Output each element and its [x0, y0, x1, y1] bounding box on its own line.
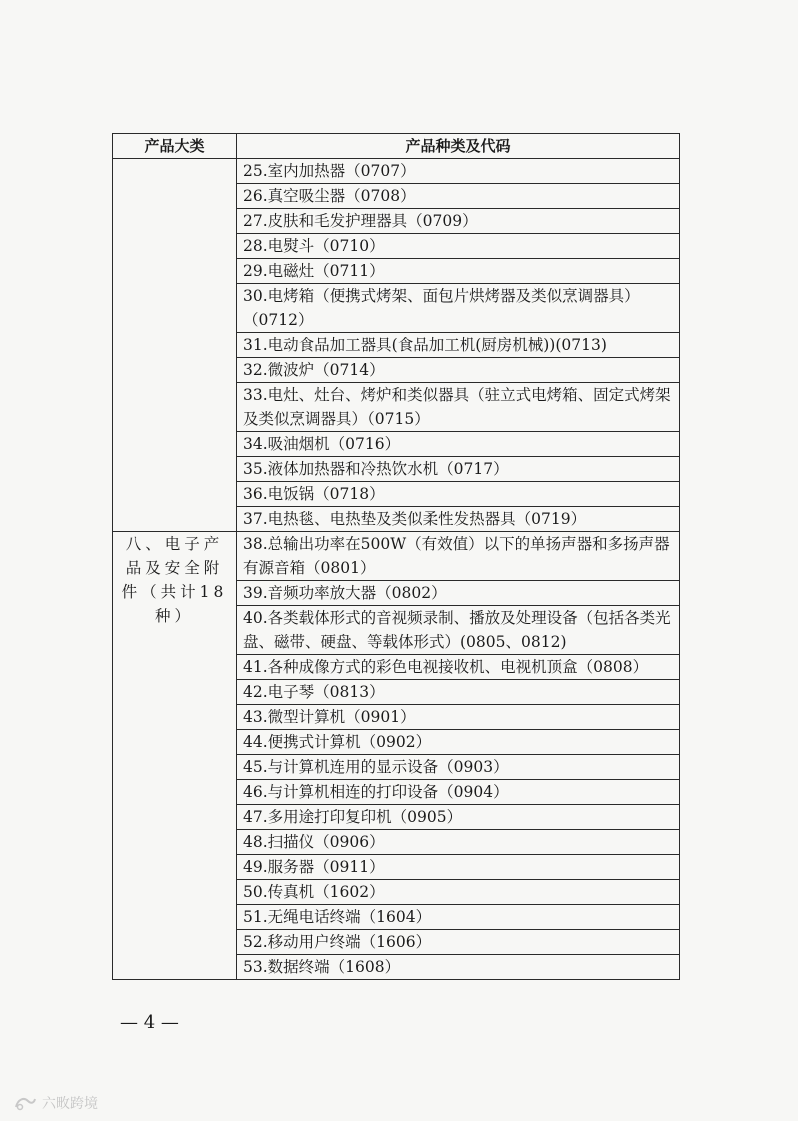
- product-item: 52.移动用户终端（1606）: [237, 930, 680, 955]
- watermark: [14, 1093, 98, 1113]
- product-item: 43.微型计算机（0901）: [237, 705, 680, 730]
- product-item: 48.扫描仪（0906）: [237, 830, 680, 855]
- product-item: 29.电磁灶（0711）: [237, 259, 680, 284]
- header-product-type-code: 产品种类及代码: [237, 134, 680, 159]
- header-category: 产品大类: [113, 134, 237, 159]
- product-item: 39.音频功率放大器（0802）: [237, 581, 680, 606]
- product-item: 53.数据终端（1608）: [237, 955, 680, 980]
- product-item: 34.吸油烟机（0716）: [237, 432, 680, 457]
- product-item: 36.电饭锅（0718）: [237, 482, 680, 507]
- category-cell-continued: [113, 159, 237, 532]
- product-item: 31.电动食品加工器具(食品加工机(厨房机械))(0713): [237, 333, 680, 358]
- product-item: 32.微波炉（0714）: [237, 358, 680, 383]
- page-number: — 4 —: [120, 1012, 179, 1033]
- product-item: 25.室内加热器（0707）: [237, 159, 680, 184]
- product-item: 28.电熨斗（0710）: [237, 234, 680, 259]
- product-item: 46.与计算机相连的打印设备（0904）: [237, 780, 680, 805]
- product-item: 40.各类载体形式的音视频录制、播放及处理设备（包括各类光盘、磁带、硬盘、等载体形式）(0805、0812): [237, 606, 680, 655]
- product-item: 51.无绳电话终端（1604）: [237, 905, 680, 930]
- product-item: 50.传真机（1602）: [237, 880, 680, 905]
- product-item: 49.服务器（0911）: [237, 855, 680, 880]
- table-header-row: [113, 134, 680, 159]
- product-item: 44.便携式计算机（0902）: [237, 730, 680, 755]
- product-item: 38.总输出功率在500W（有效值）以下的单扬声器和多扬声器有源音箱（0801）: [237, 532, 680, 581]
- category-cell-electronics: 八、电子产品及安全附件（共计18种）: [113, 532, 237, 980]
- product-item: 26.真空吸尘器（0708）: [237, 184, 680, 209]
- watermark-text: 六畋跨境: [42, 1096, 98, 1112]
- product-item: 27.皮肤和毛发护理器具（0709）: [237, 209, 680, 234]
- watermark-logo-icon: [14, 1095, 36, 1111]
- product-item: 42.电子琴（0813）: [237, 680, 680, 705]
- table-row: [113, 159, 680, 184]
- product-item: 35.液体加热器和冷热饮水机（0717）: [237, 457, 680, 482]
- product-item: 41.各种成像方式的彩色电视接收机、电视机顶盒（0808）: [237, 655, 680, 680]
- product-item: 47.多用途打印复印机（0905）: [237, 805, 680, 830]
- product-item: 30.电烤箱（便携式烤架、面包片烘烤器及类似烹调器具）（0712）: [237, 284, 680, 333]
- product-item: 33.电灶、灶台、烤炉和类似器具（驻立式电烤箱、固定式烤架及类似烹调器具）（0715）: [237, 383, 680, 432]
- product-item: 45.与计算机连用的显示设备（0903）: [237, 755, 680, 780]
- table-row: [113, 532, 680, 581]
- product-item: 37.电热毯、电热垫及类似柔性发热器具（0719）: [237, 507, 680, 532]
- product-category-table: [112, 133, 680, 980]
